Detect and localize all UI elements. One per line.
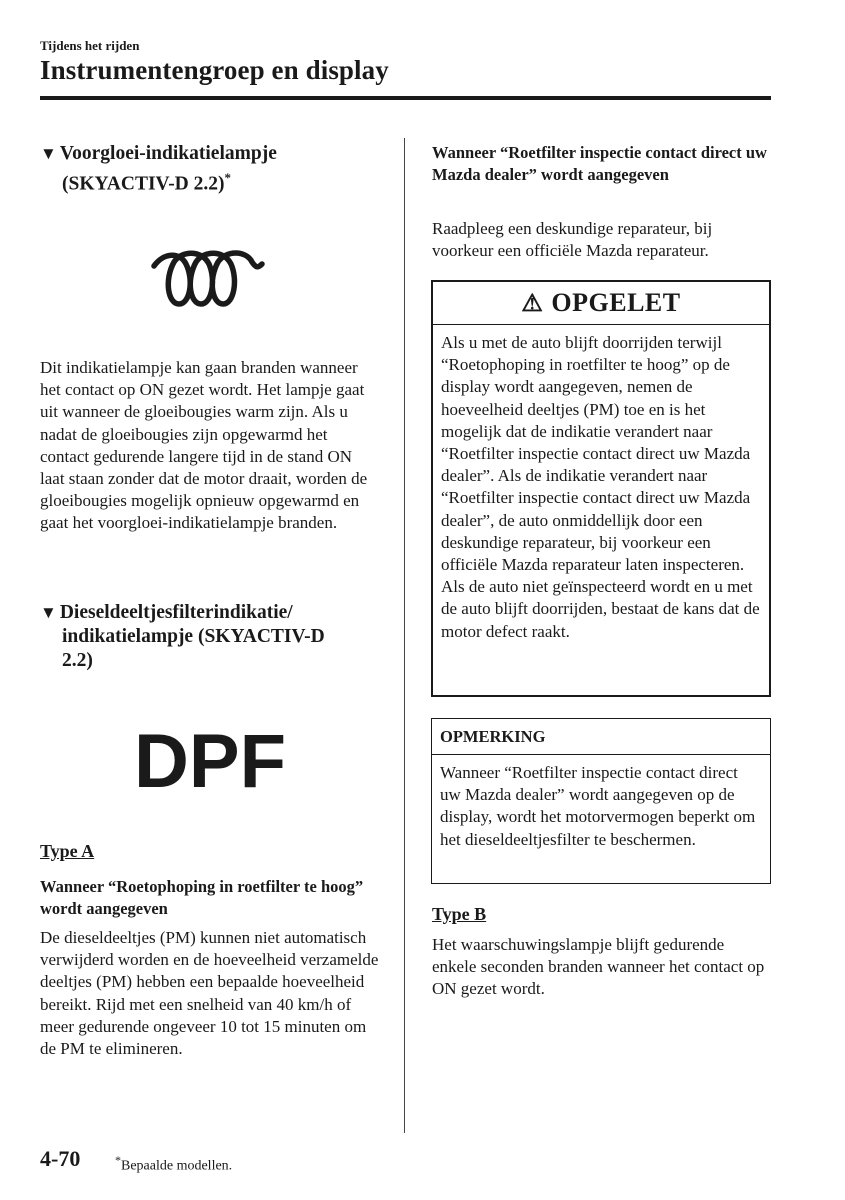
note-text: Wanneer “Roetfilter inspectie contact direct uw Mazda dealer” wordt aangegeven op de display, wordt het motorvermogen beperkt om het dieseldeeltjesfilter te beschermen.	[440, 763, 756, 849]
caution-title-text: OPGELET	[551, 288, 681, 317]
caution-text: Als u met de auto blijft doorrijden terwijl “Roetophoping in roetfilter te hoog” op de display wordt aangegeven, nemen de hoeveelheid deeltjes (PM) toe en is het mogelijk dat de indikatie verandert naar “Roetfilter inspectie contact direct uw Mazda dealer”. Als de indikatie verandert naar “Roetfilter inspectie contact direct uw Mazda dealer”, de auto onmiddellijk door een deskundige reparateur, bij voorkeur een officiële Mazda reparateur laten inspecteren. Als de auto niet geïnspecteerd wordt en u met de auto blijft doorrijden, bestaat de kans dat de motor defect raakt.	[441, 333, 760, 641]
type-a-subheading: Wanneer “Roetophoping in roetfilter te hoog” wordt aangegeven	[40, 877, 364, 918]
footnote	[115, 1153, 232, 1175]
glow-indicator-heading	[40, 142, 390, 197]
warning-triangle-icon: ⚠	[521, 290, 544, 317]
page-number: 4-70	[40, 1146, 81, 1171]
glow-plug-icon	[150, 248, 268, 310]
glow-heading-line1: Voorgloei-indikatielampje	[59, 143, 277, 164]
footnote-text: Bepaalde modellen.	[121, 1158, 233, 1174]
type-b-description: Het waarschuwingslampje blijft gedurende enkele seconden branden wanneer het contact op ON gezet wordt.	[432, 935, 765, 999]
column-divider	[404, 138, 405, 1133]
dpf-icon: DPF	[134, 719, 286, 804]
type-b-label: Type B	[432, 904, 487, 924]
note-title: OPMERKING	[432, 719, 770, 755]
note-box	[431, 718, 771, 884]
dpf-heading-line1: Dieseldeeltjesfilterindikatie/	[59, 602, 293, 623]
footnote-star: *	[224, 170, 232, 185]
caution-title	[433, 282, 769, 325]
section-label: Tijdens het rijden	[40, 38, 140, 53]
triangle-bullet-icon: ▼	[40, 603, 57, 622]
type-a-description: De dieseldeeltjes (PM) kunnen niet automatisch verwijderd worden en de hoeveelheid verzamelde deeltjes (PM) hebben een bepaalde hoeveelheid bereikt. Rijd met een snelheid van 40 km/h of meer gedurende ongeveer 10 tot 15 minuten om de PM te elimineren.	[40, 928, 379, 1059]
triangle-bullet-icon: ▼	[40, 144, 57, 163]
page-title: Instrumentengroep en display	[40, 55, 389, 85]
inspection-description: Raadpleeg een deskundige reparateur, bij voorkeur een officiële Mazda reparateur.	[432, 219, 713, 261]
header-rule	[40, 96, 771, 100]
glow-heading-line2: (SKYACTIV-D 2.2)	[62, 173, 225, 195]
glow-description: Dit indikatielampje kan gaan branden wanneer het contact op ON gezet wordt. Het lampje gaat uit wanneer de gloeibougies warm zijn. Als u nadat de gloeibougies zijn opgewarmd het contact gedurende langere tijd in de stand ON laat staan zonder dat de motor draait, worden de gloeibougies mogelijk opnieuw opgewarmd en gaat het voorgloei-indikatielampje branden.	[40, 358, 368, 533]
footnote-star: *	[115, 1153, 121, 1167]
dpf-heading-line3: 2.2)	[62, 650, 93, 671]
inspection-subheading: Wanneer “Roetfilter inspectie contact direct uw Mazda dealer” wordt aangegeven	[432, 143, 767, 184]
dpf-indicator-heading	[40, 601, 390, 673]
type-a-label: Type A	[40, 841, 95, 861]
caution-box	[431, 280, 771, 697]
dpf-heading-line2: indikatielampje (SKYACTIV-D	[62, 626, 325, 647]
